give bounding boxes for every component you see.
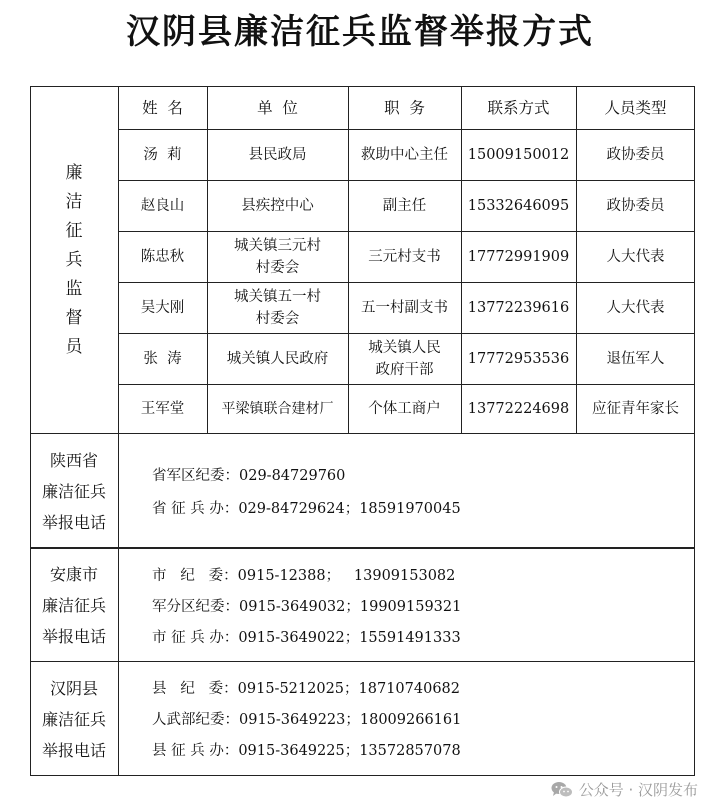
hotline-line: 人武部纪委：0915-3649223；18009266161 (152, 712, 462, 728)
supervisor-section-label: 廉 洁 征 兵 监 督 员 (65, 162, 83, 357)
hotline-section-shaanxi (30, 434, 695, 548)
row-2-position: 三元村支书 (368, 248, 441, 265)
hotline-line: 县 纪 委：0915-5212025；18710740682 (152, 681, 461, 697)
row-2-name: 陈忠秋 (140, 248, 185, 265)
row-1-phone: 15332646095 (467, 197, 570, 214)
row-0-unit: 县民政局 (248, 146, 307, 163)
row-2-type: 人大代表 (606, 248, 665, 265)
row-4-phone: 17772953536 (467, 350, 570, 367)
row-3-type: 人大代表 (606, 299, 665, 316)
row-0-name: 汤 莉 (143, 146, 182, 163)
hotline-line: 军分区纪委：0915-3649032；19909159321 (152, 599, 462, 615)
hotline-line: 县 征 兵 办：0915-3649225；13572857078 (152, 743, 461, 759)
row-5-position: 个体工商户 (368, 401, 441, 417)
row-0-type: 政协委员 (606, 146, 665, 163)
row-1-type: 政协委员 (606, 197, 665, 214)
row-4-unit: 城关镇人民政府 (226, 350, 329, 367)
row-0-position: 救助中心主任 (361, 146, 448, 163)
row-4-name: 张 涛 (143, 350, 182, 367)
hotline-line: 市 征 兵 办：0915-3649022；15591491333 (152, 630, 461, 646)
section-label-hanyin: 汉阴县 廉洁征兵 举报电话 (41, 678, 106, 760)
header-type: 人员类型 (604, 98, 667, 117)
row-1-position: 副主任 (382, 197, 427, 214)
row-3-unit: 城关镇五一村 村委会 (234, 288, 321, 327)
hotline-line: 市 纪 委：0915-12388； 13909153082 (152, 568, 456, 584)
row-2-phone: 17772991909 (467, 248, 570, 265)
row-5-unit: 平梁镇联合建材厂 (221, 401, 334, 417)
header-name: 姓 名 (142, 98, 183, 117)
page-title: 汉阴县廉洁征兵监督举报方式 (126, 12, 594, 52)
row-1-name: 赵良山 (140, 197, 185, 214)
row-5-type: 应征青年家长 (592, 401, 679, 417)
section-label-shaanxi: 陕西省 廉洁征兵 举报电话 (41, 450, 106, 532)
hotline-line: 省军区纪委：029-84729760 (152, 468, 346, 484)
hotline-line: 省 征 兵 办：029-84729624；18591970045 (152, 501, 461, 517)
wechat-icon (551, 781, 573, 799)
watermark-text: 公众号 · 汉阴发布 (578, 781, 698, 799)
section-label-ankang: 安康市 廉洁征兵 举报电话 (41, 564, 106, 646)
row-5-name: 王军堂 (140, 401, 185, 417)
row-1-unit: 县疾控中心 (241, 197, 314, 214)
header-position: 职 务 (384, 98, 425, 117)
row-0-phone: 15009150012 (467, 146, 570, 163)
header-unit: 单 位 (257, 98, 298, 117)
row-3-position: 五一村副支书 (361, 299, 448, 316)
header-contact: 联系方式 (487, 98, 550, 117)
row-4-position: 城关镇人民 政府干部 (368, 339, 441, 378)
row-3-phone: 13772239616 (467, 299, 570, 316)
watermark (551, 779, 698, 800)
row-5-phone: 13772224698 (467, 401, 570, 417)
row-3-name: 吴大刚 (140, 299, 185, 316)
row-4-type: 退伍军人 (606, 350, 665, 367)
row-2-unit: 城关镇三元村 村委会 (234, 237, 321, 276)
